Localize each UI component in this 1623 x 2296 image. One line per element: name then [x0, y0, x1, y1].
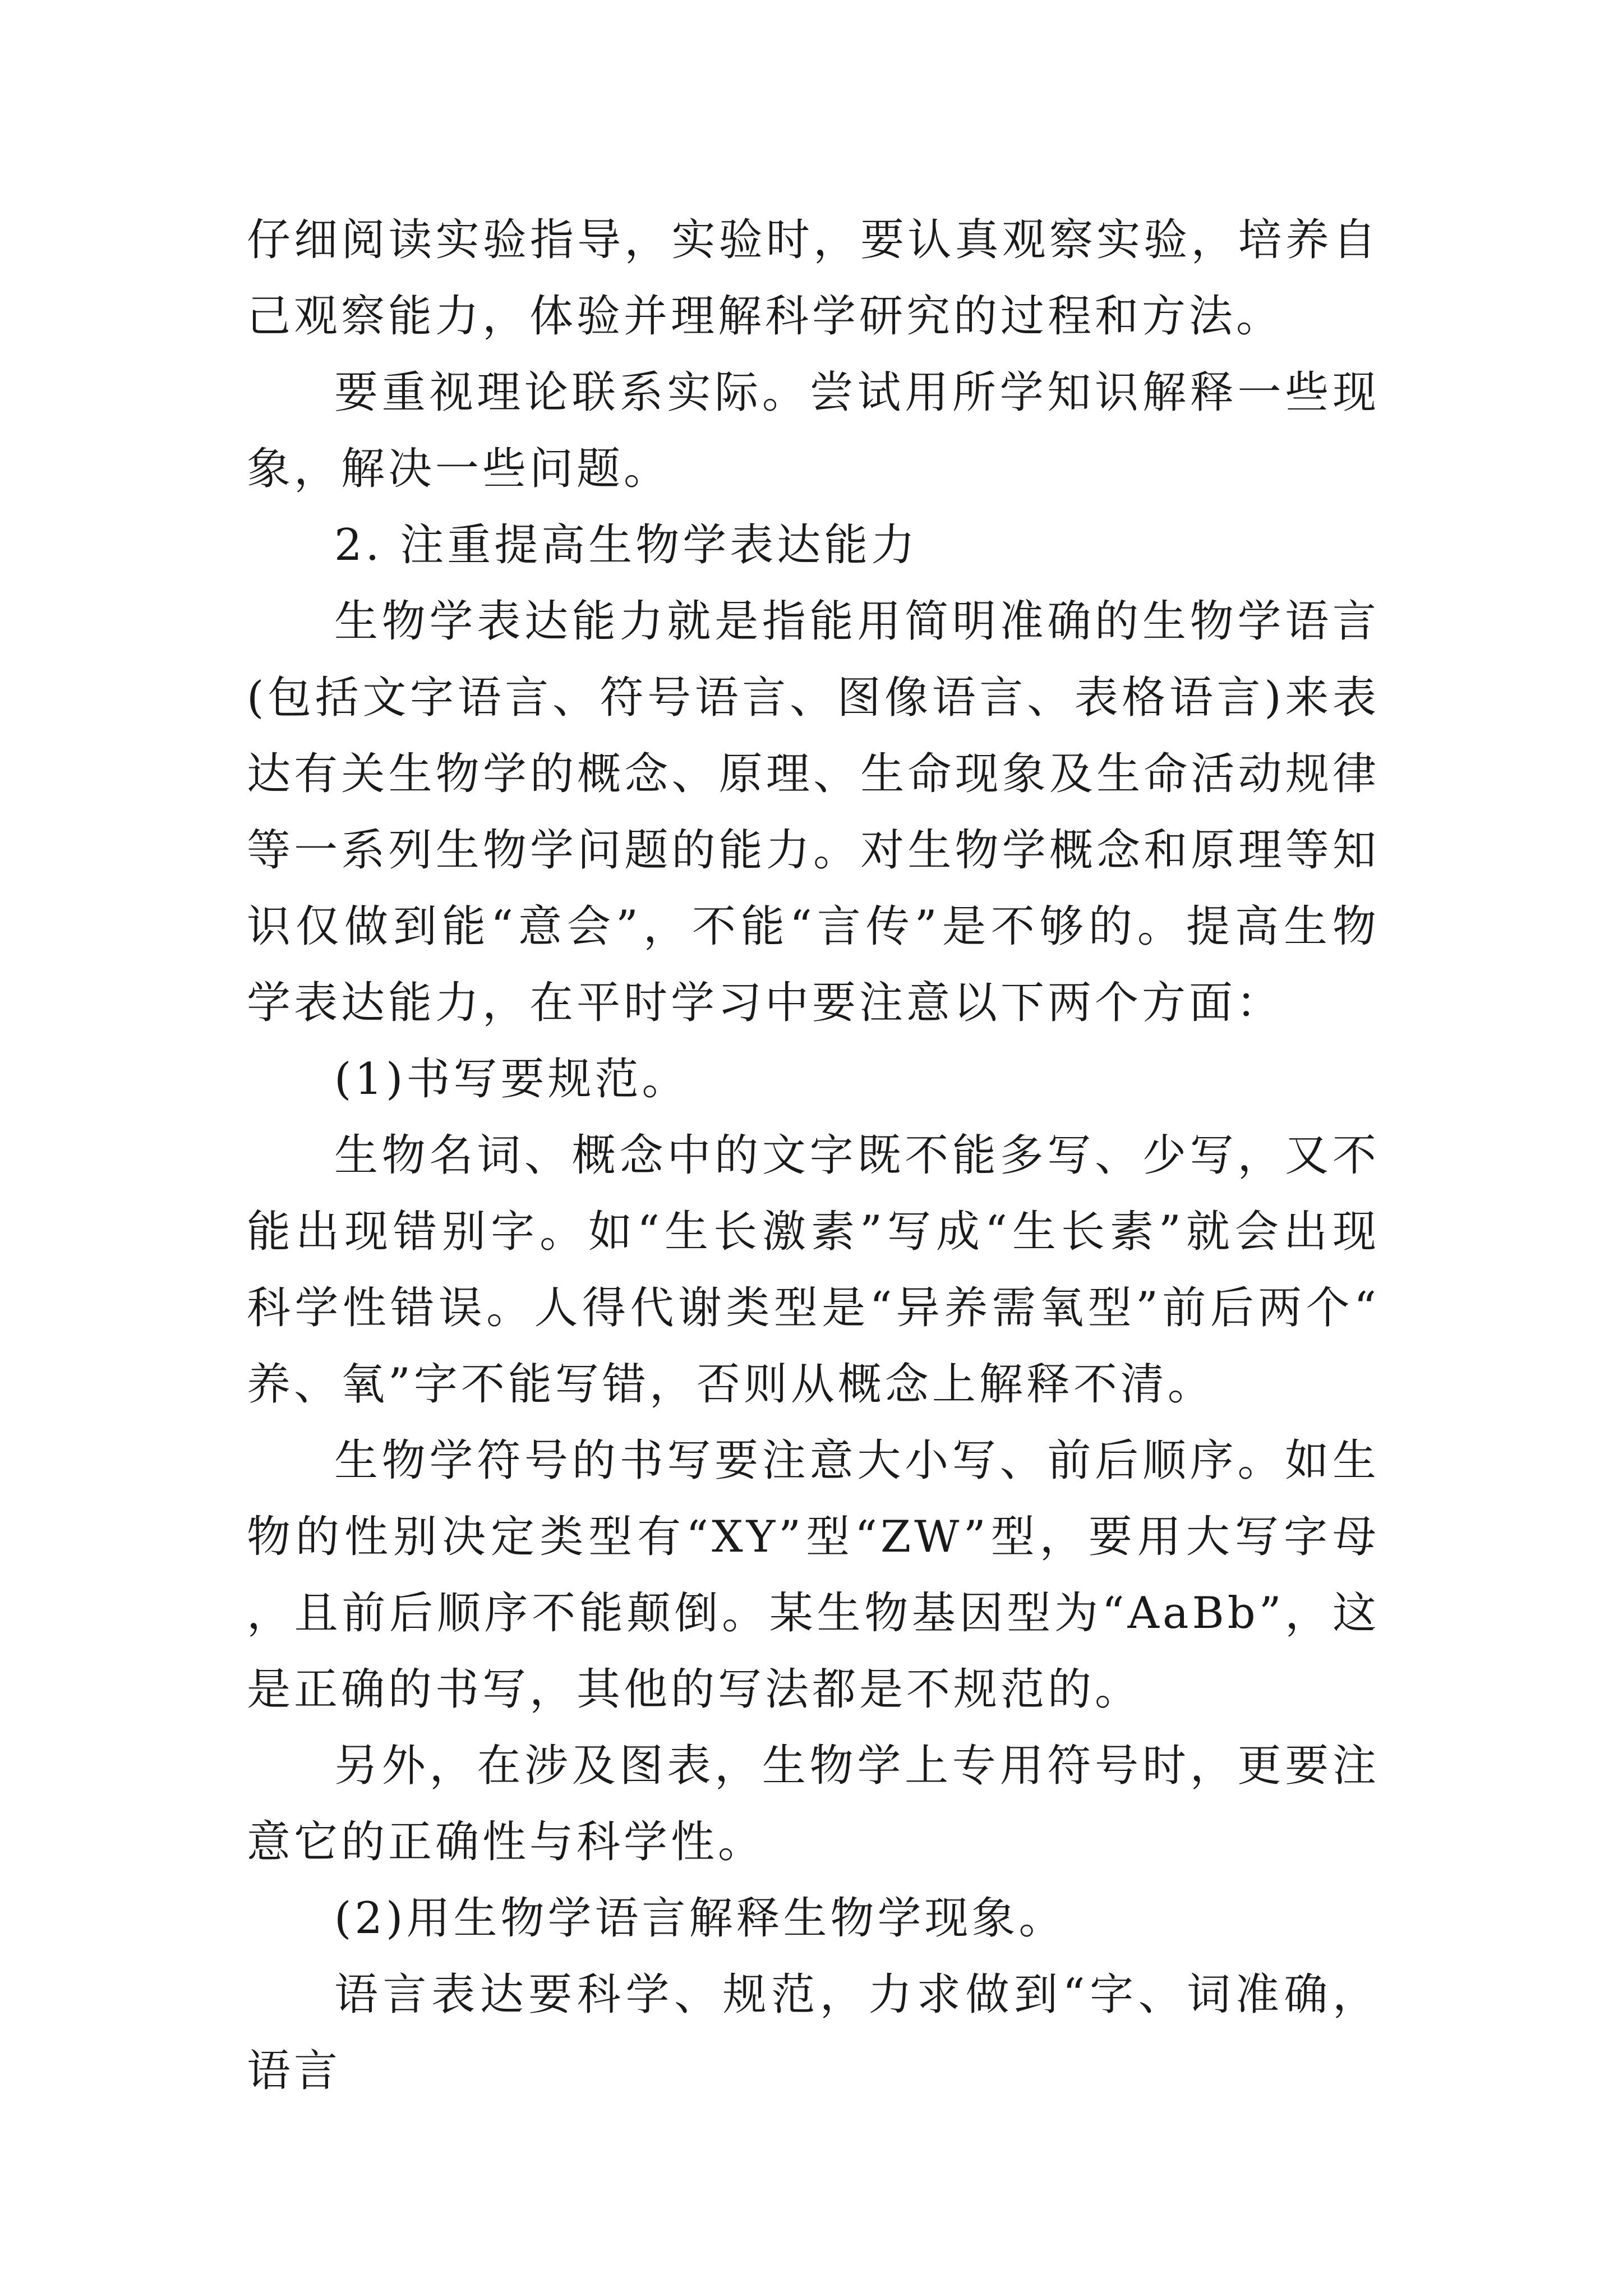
paragraph-continued: 仔细阅读实验指导，实验时，要认真观察实验，培养自己观察能力，体验并理解科学研究的过程和方法。	[247, 215, 1380, 342]
paragraph-expression-definition: 生物学表达能力就是指能用简明准确的生物学语言(包括文字语言、符号语言、图像语言、表格语言)来表达有关生物学的概念、原理、生命现象及生命活动规律等一系列生物学问题的能力。对生物学概念和原理等知识仅做到能“意会”，不能“言传”是不够的。提高生物学表达能力，在平时学习中要注意以下两个方面：	[247, 596, 1380, 1028]
document-body	[247, 202, 1380, 2109]
paragraph-charts: 另外，在涉及图表，生物学上专用符号时，更要注意它的正确性与科学性。	[247, 1741, 1380, 1867]
subheading-writing-standard: (1)书写要规范。	[334, 1054, 689, 1105]
paragraph-terms: 生物名词、概念中的文字既不能多写、少写，又不能出现错别字。如“生长激素”写成“生长素”就会出现科学性错误。人得代谢类型是“异养需氧型”前后两个“养、氧”字不能写错，否则从概念上解释不清。	[247, 1130, 1380, 1410]
paragraph-theory-practice: 要重视理论联系实际。尝试用所学知识解释一些现象，解决一些问题。	[247, 367, 1380, 494]
paragraph-language-expression: 语言表达要科学、规范，力求做到“字、词准确，语言	[247, 1970, 1380, 2096]
section-heading-expression: 2. 注重提高生物学表达能力	[334, 520, 919, 570]
subheading-biology-language: (2)用生物学语言解释生物学现象。	[334, 1893, 1066, 1944]
paragraph-symbols: 生物学符号的书写要注意大小写、前后顺序。如生物的性别决定类型有“XY”型“ZW”型，要用大写字母，且前后顺序不能颠倒。某生物基因型为“AaBb”，这是正确的书写，其他的写法都是不规范的。	[247, 1435, 1380, 1715]
